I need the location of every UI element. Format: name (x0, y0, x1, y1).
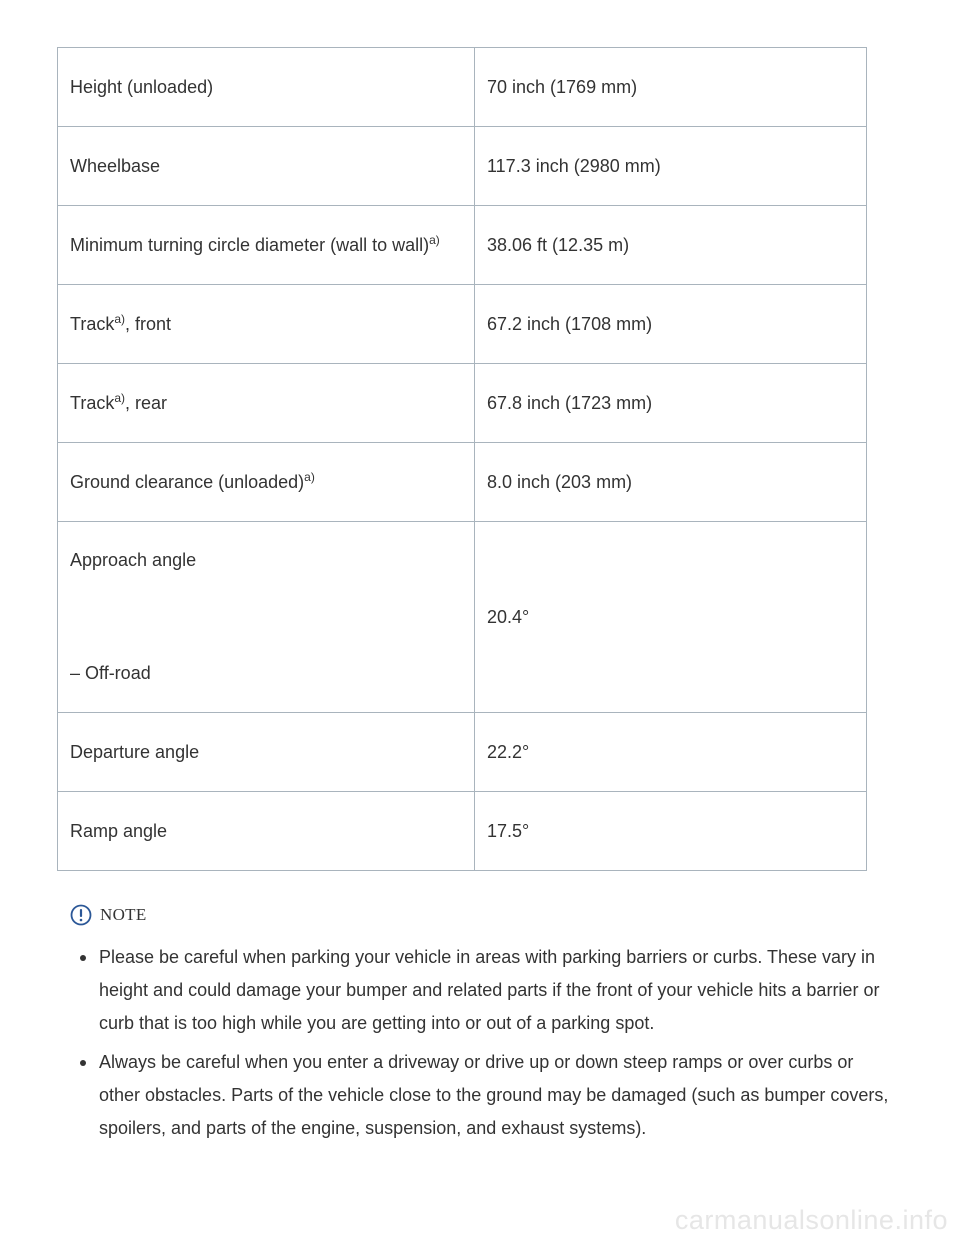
row-value: 17.5° (475, 792, 867, 871)
table-row (58, 443, 867, 522)
row-label (58, 522, 475, 713)
approach-angle-label: Approach angle (70, 550, 197, 570)
bullet-icon (80, 1060, 86, 1066)
table-row (58, 285, 867, 364)
table-row (58, 364, 867, 443)
table-row (58, 206, 867, 285)
table-row (58, 792, 867, 871)
footnote-marker: a) (114, 312, 126, 326)
row-label: Ground clearance (unloaded)$^{a)}$ (58, 443, 475, 522)
note-text: Please be careful when parking your vehicle in areas with parking barriers or curbs. These vary in height and could damage your bumper and related parts if the front of your vehicle hits a barrier or curb that is too high while you are getting into or out of a parking spot. (99, 947, 880, 1033)
list-item (70, 941, 890, 1040)
row-value: 117.3 inch (2980 mm) (475, 127, 867, 206)
footnote-marker: a) (429, 233, 440, 247)
table-row (58, 48, 867, 127)
footnote-marker: a) (114, 391, 126, 405)
off-road-label: – Off-road (70, 663, 151, 683)
table-row (58, 127, 867, 206)
row-label: Departure angle (58, 713, 475, 792)
table-row (58, 713, 867, 792)
note-list (70, 941, 890, 1145)
row-label: Height (unloaded) (58, 48, 475, 127)
note-text: Always be careful when you enter a driveway or drive up or down steep ramps or over curbs or other obstacles. Parts of the vehicle close to the ground may be damaged (such as bumper covers, spoilers, and parts of the engine, suspension, and exhaust systems). (99, 1052, 889, 1138)
row-value: 22.2° (475, 713, 867, 792)
exclamation-circle-icon (70, 904, 92, 926)
list-item (70, 1046, 890, 1145)
footnote-marker: a) (304, 470, 315, 484)
specifications-table (57, 47, 867, 871)
row-label: Minimum turning circle diameter (wall to wall)$^{a)}$ (58, 206, 475, 285)
row-label: Track$^{a)}$, front (58, 285, 475, 364)
row-value: 67.8 inch (1723 mm) (475, 364, 867, 443)
row-value: 38.06 ft (12.35 m) (475, 206, 867, 285)
row-label: Wheelbase (58, 127, 475, 206)
note-title: NOTE (100, 905, 147, 924)
watermark: carmanualsonline.info (674, 1205, 948, 1235)
note-header (70, 903, 890, 927)
table-row (58, 522, 867, 713)
row-value: 70 inch (1769 mm) (475, 48, 867, 127)
row-label: Ramp angle (58, 792, 475, 871)
row-label: Track$^{a)}$, rear (58, 364, 475, 443)
note-block (70, 903, 890, 1151)
bullet-icon (80, 955, 86, 961)
row-value: 67.2 inch (1708 mm) (475, 285, 867, 364)
row-value: 20.4° (475, 522, 867, 713)
row-value: 8.0 inch (203 mm) (475, 443, 867, 522)
